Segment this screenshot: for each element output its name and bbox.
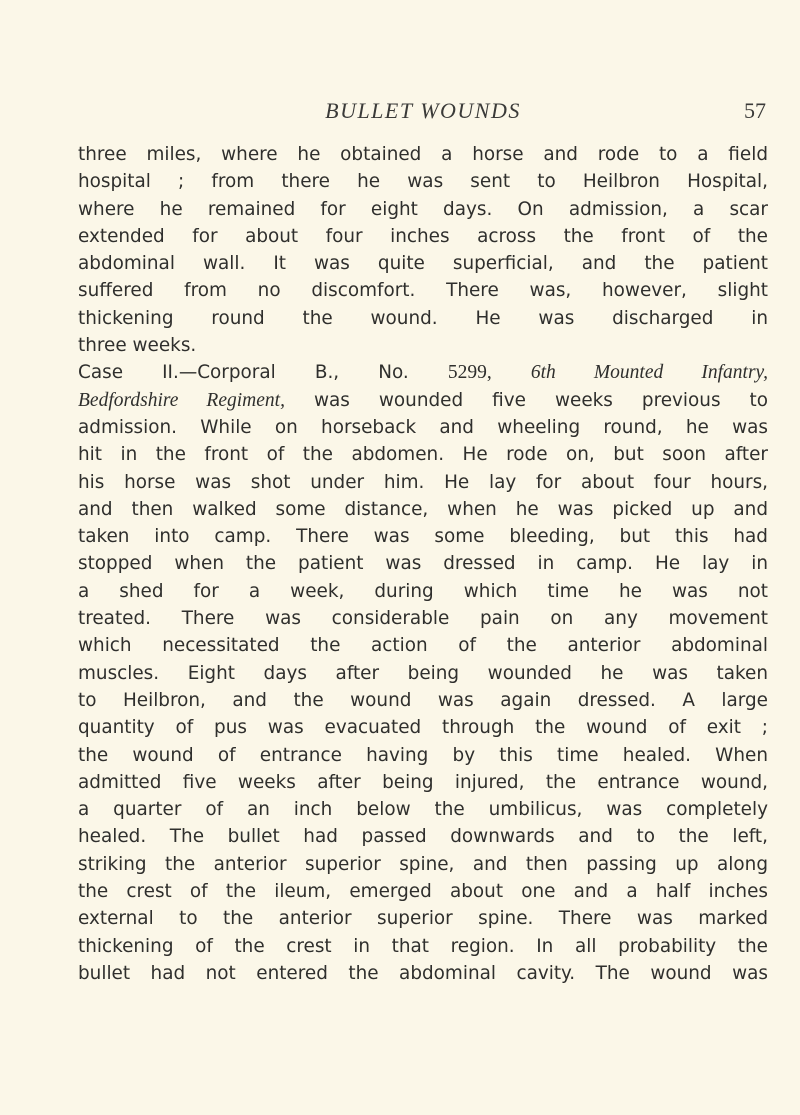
running-title: BULLET WOUNDS	[325, 98, 521, 123]
unit-name: 6th Mounted Infantry,	[530, 362, 768, 384]
text-line: admitted five weeks after being injured, the entrance wound,	[78, 771, 768, 793]
text-line: treated. There was considerable pain on any movement	[78, 608, 768, 630]
text-line: abdominal wall. It was quite superficial, and the patient	[78, 253, 768, 275]
text-line: striking the anterior superior spine, and then passing up along	[78, 853, 768, 875]
text-line: extended for about four inches across the front of the	[78, 225, 768, 247]
regiment-text: was wounded five weeks previous to	[284, 389, 769, 411]
text-line: the crest of the ileum, emerged about one and a half inches	[78, 881, 768, 903]
running-head	[78, 98, 768, 128]
text-line: which necessitated the action of the anterior abdominal	[78, 635, 768, 657]
text-line: thickening of the crest in that region. In all probability the	[78, 935, 768, 957]
text-line: suffered from no discomfort. There was, however, slight	[78, 280, 768, 302]
text-line: the wound of entrance having by this time healed. When	[78, 744, 768, 766]
text-line: to Heilbron, and the wound was again dressed. A large	[78, 689, 768, 711]
case-heading-line	[78, 359, 768, 386]
text-line: external to the anterior superior spine. There was marked	[78, 908, 768, 930]
text-line: quantity of pus was evacuated through the wound of exit ;	[78, 717, 768, 739]
text-line: healed. The bullet had passed downwards and to the left,	[78, 826, 768, 848]
text-line: hit in the front of the abdomen. He rode on, but soon after	[78, 444, 768, 466]
text-line: where he remained for eight days. On admission, a scar	[78, 198, 768, 220]
text-line: thickening round the wound. He was discharged in	[78, 307, 768, 329]
text-line: stopped when the patient was dressed in camp. He lay in	[78, 553, 768, 575]
case-label: Case II.	[78, 362, 179, 384]
text-line: taken into camp. There was some bleeding, but this had	[78, 526, 768, 548]
text-line: a quarter of an inch below the umbilicus, was completely	[78, 799, 768, 821]
regiment-name: Bedfordshire Regiment,	[78, 389, 285, 411]
regiment-line	[78, 387, 768, 414]
text-line: admission. While on horseback and wheeling round, he was	[78, 416, 768, 438]
text-line: and then walked some distance, when he was picked up and	[78, 498, 768, 520]
text-line: muscles. Eight days after being wounded he was taken	[78, 662, 768, 684]
text-line: a shed for a week, during which time he was not	[78, 580, 768, 602]
page-number: 57	[744, 98, 766, 123]
text-line: three miles, where he obtained a horse and rode to a field	[78, 144, 768, 165]
text-line: hospital ; from there he was sent to Heilbron Hospital,	[78, 171, 768, 193]
text-line: bullet had not entered the abdominal cavity. The wound was	[78, 962, 768, 984]
case-text: —Corporal B., No.	[178, 362, 448, 384]
service-number: 5299,	[447, 362, 492, 384]
body-text	[78, 141, 768, 987]
text-line: three weeks.	[78, 335, 197, 357]
text-line: his horse was shot under him. He lay for about four hours,	[78, 471, 768, 493]
